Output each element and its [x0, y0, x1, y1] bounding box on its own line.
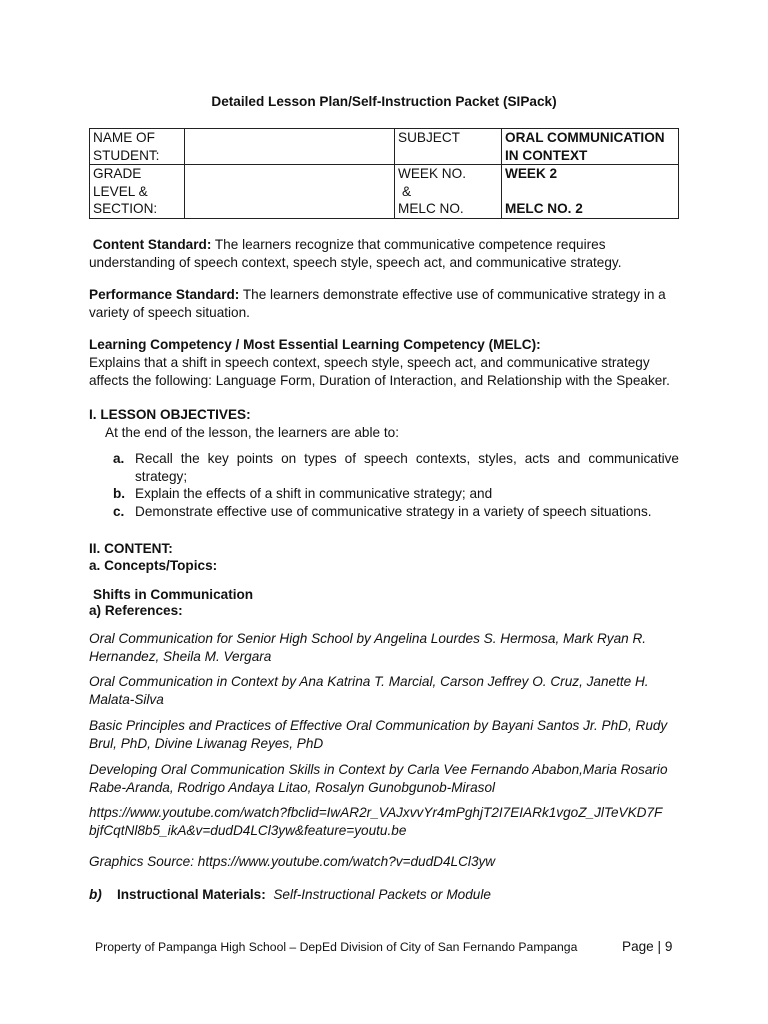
- performance-standard-text: The learners demonstrate effective use of communicative strategy in a variety of speech situation.: [89, 287, 666, 320]
- objectives-heading: I. LESSON OBJECTIVES:: [89, 407, 251, 422]
- document-title: Detailed Lesson Plan/Self-Instruction Packet (SIPack): [211, 94, 557, 109]
- performance-standard: [89, 286, 679, 321]
- performance-standard-label: Performance Standard:: [89, 287, 240, 302]
- table-row: [90, 129, 679, 165]
- reference-item: Oral Communication in Context by Ana Katrina T. Marcial, Carson Jeffrey O. Cruz, Janette H. Malata-Silva: [89, 674, 649, 707]
- week-label-line: WEEK NO.: [398, 166, 466, 181]
- grade-label: GRADE LEVEL & SECTION:: [90, 165, 185, 219]
- competency-heading: Learning Competency / Most Essential Learning Competency (MELC):: [89, 337, 541, 352]
- content-heading: II. CONTENT:: [89, 541, 173, 556]
- reference-url-line[interactable]: bjfCqtNl8b5_ikA&v=dudD4LCl3yw&feature=youtu.be: [89, 823, 407, 838]
- table-row: [90, 165, 679, 219]
- objective-marker: c.: [113, 503, 125, 519]
- objective-marker: a.: [113, 451, 125, 466]
- page-number: Page | 9: [622, 939, 673, 954]
- name-label: NAME OF STUDENT:: [90, 129, 185, 165]
- materials-value: Self-Instructional Packets or Module: [273, 887, 491, 902]
- subject-label: SUBJECT: [395, 129, 502, 165]
- objective-text: Recall the key points on types of speech contexts, styles, acts and communicative strategy;: [135, 451, 679, 484]
- reference-item: Oral Communication for Senior High School by Angelina Lourdes S. Hermosa, Mark Ryan R. Hernandez, Sheila M. Vergara: [89, 631, 647, 664]
- reference-url-line[interactable]: https://www.youtube.com/watch?fbclid=IwAR2r_VAJxvvYr4mPghjT2I7EIARk1vgoZ_JlTeVKD7F: [89, 805, 663, 820]
- reference-item: Developing Oral Communication Skills in Context by Carla Vee Fernando Ababon,Maria Rosario Rabe-Aranda, Rodrigo Andaya Litao, Rosalyn Gunobgunob-Mirasol: [89, 762, 668, 795]
- subject-value: ORAL COMMUNICATION IN CONTEXT: [502, 129, 679, 165]
- objective-marker: b.: [113, 486, 126, 501]
- content-standard-text: The learners recognize that communicative competence requires understanding of speech context, speech style, speech act, and communicative strategy.: [89, 237, 622, 270]
- grade-value: [185, 165, 395, 219]
- instructional-materials: [89, 886, 679, 904]
- week-label: [395, 165, 502, 219]
- objective-text: Explain the effects of a shift in communicative strategy; and: [135, 486, 493, 501]
- objective-text: Demonstrate effective use of communicative strategy in a variety of speech situations.: [135, 503, 652, 519]
- content-standard: [89, 236, 679, 271]
- list-item: [89, 450, 679, 485]
- footer-property: Property of Pampanga High School – DepEd Division of City of San Fernando Pampanga: [95, 940, 578, 954]
- references-heading: a) References:: [89, 603, 183, 618]
- materials-marker: b): [89, 887, 102, 902]
- week-value: WEEK 2: [505, 166, 558, 181]
- list-item: [89, 503, 679, 521]
- name-value: [185, 129, 395, 165]
- list-item: [89, 485, 679, 503]
- objectives-list: [89, 450, 679, 520]
- week-melc-value: [502, 165, 679, 219]
- melc-value: MELC NO. 2: [505, 201, 583, 216]
- melc-label-line: MELC NO.: [398, 201, 464, 216]
- student-info-table: [89, 128, 679, 219]
- materials-label: Instructional Materials:: [116, 887, 266, 902]
- competency-text: Explains that a shift in speech context, speech style, speech act, and communicative strategy affects the following: Language Form, Duration of Interaction, and Relationship with the Speaker.: [89, 355, 670, 388]
- graphics-source: Graphics Source: https://www.youtube.com/watch?v=dudD4LCl3yw: [89, 854, 496, 869]
- content-standard-label: Content Standard:: [92, 237, 212, 252]
- concepts-heading: a. Concepts/Topics:: [89, 558, 218, 573]
- topic-title: Shifts in Communication: [93, 587, 254, 602]
- objectives-intro: At the end of the lesson, the learners are able to:: [105, 425, 399, 440]
- week-label-amp: &: [402, 183, 412, 199]
- reference-item: Basic Principles and Practices of Effective Oral Communication by Bayani Santos Jr. PhD, Rudy Brul, PhD, Divine Liwanag Reyes, PhD: [89, 718, 668, 751]
